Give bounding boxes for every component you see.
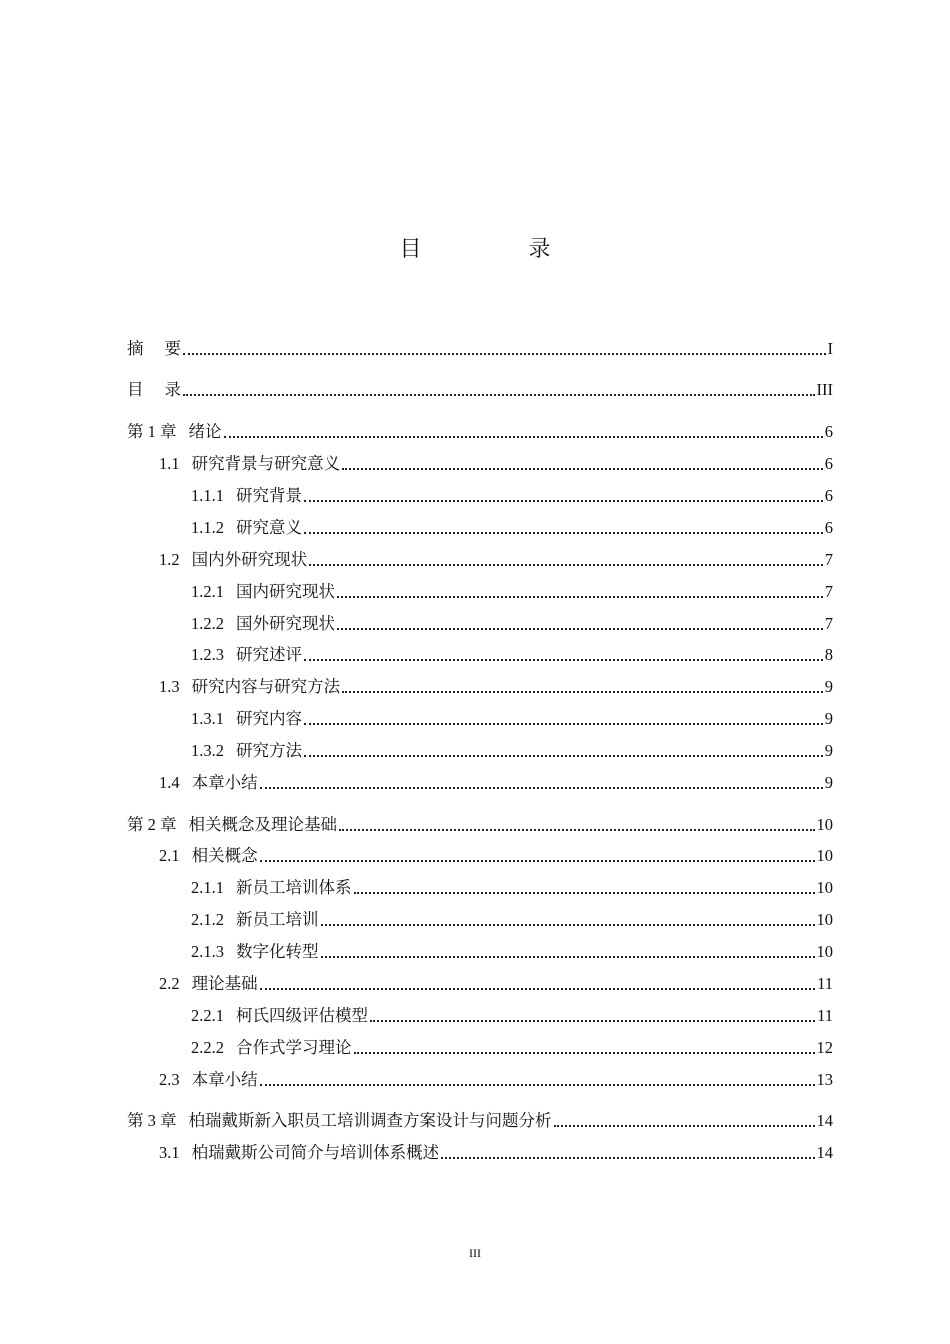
toc-entry[interactable] — [127, 1029, 833, 1059]
toc-entry-number: 第 3 章 — [127, 1111, 177, 1130]
toc-page-number: 7 — [824, 550, 833, 569]
toc-entry-label — [159, 549, 307, 571]
toc-entry-label — [127, 421, 222, 443]
toc-entry-label — [191, 644, 302, 666]
toc-entry-number: 1.3 — [159, 677, 180, 696]
toc-entry[interactable] — [127, 330, 833, 360]
toc-entry-label — [191, 517, 302, 539]
toc-entry-number: 1.4 — [159, 773, 180, 792]
toc-entry-label — [159, 1069, 258, 1091]
toc-entry[interactable] — [127, 445, 833, 475]
dot-leader — [337, 595, 823, 598]
toc-entry[interactable] — [127, 541, 833, 571]
toc-entry[interactable] — [127, 668, 833, 698]
toc-entry-label — [159, 676, 340, 698]
toc-entry-title: 研究述评 — [236, 645, 302, 664]
toc-entry-title: 新员工培训体系 — [236, 878, 352, 897]
toc-entry-title: 摘 要 — [127, 339, 181, 358]
toc-entry-title: 合作式学习理论 — [236, 1038, 352, 1057]
toc-entry-label — [191, 708, 302, 730]
toc-entry-number: 2.3 — [159, 1070, 180, 1089]
toc-entry-number: 第 2 章 — [127, 815, 177, 834]
toc-page-number: 8 — [824, 645, 833, 664]
toc-entry-label — [159, 772, 258, 794]
toc-entry-label — [159, 1142, 439, 1164]
dot-leader — [354, 1051, 815, 1054]
toc-page-number: 9 — [824, 709, 833, 728]
toc-entry-title: 本章小结 — [191, 1070, 258, 1089]
toc-page-number: 12 — [816, 1038, 833, 1057]
dot-leader — [304, 531, 823, 534]
toc-page-number: 14 — [816, 1143, 833, 1162]
toc-page-number: 6 — [824, 454, 833, 473]
dot-leader — [342, 690, 823, 693]
toc-entry[interactable] — [127, 869, 833, 899]
toc-entry-title: 研究背景与研究意义 — [191, 454, 341, 473]
toc-entry-number: 1.3.1 — [191, 709, 224, 728]
toc-entry[interactable] — [127, 477, 833, 507]
toc-entry[interactable] — [127, 806, 833, 836]
toc-entry-title: 国内研究现状 — [236, 582, 335, 601]
toc-entry[interactable] — [127, 605, 833, 635]
dot-leader — [441, 1156, 814, 1159]
toc-entry-label — [191, 581, 335, 603]
toc-page-number: 6 — [824, 486, 833, 505]
toc-entry[interactable] — [127, 413, 833, 443]
toc-entry-number: 2.2 — [159, 974, 180, 993]
toc-entry-number: 2.1.1 — [191, 878, 224, 897]
toc-entry-label — [191, 740, 302, 762]
dot-leader — [224, 435, 823, 438]
toc-entry-number: 1.1 — [159, 454, 180, 473]
toc-entry[interactable] — [127, 837, 833, 867]
toc-entry-number: 2.1.3 — [191, 942, 224, 961]
toc-page-number: 10 — [816, 910, 833, 929]
toc-entry-number: 1.2.1 — [191, 582, 224, 601]
dot-leader — [183, 393, 815, 396]
toc-entry-title: 相关概念 — [191, 846, 258, 865]
toc-entry[interactable] — [127, 371, 833, 401]
toc-entry[interactable] — [127, 1061, 833, 1091]
toc-entry-title: 目 录 — [127, 380, 181, 399]
toc-entry[interactable] — [127, 764, 833, 794]
toc-entry-label — [127, 379, 181, 401]
dot-leader — [304, 754, 823, 757]
toc-entry[interactable] — [127, 509, 833, 539]
toc-entry-label — [127, 1110, 552, 1132]
toc-entry-number: 2.2.2 — [191, 1038, 224, 1057]
toc-entry-title: 研究背景 — [236, 486, 302, 505]
toc-entry-title: 研究意义 — [236, 518, 302, 537]
toc-page-number: 7 — [824, 582, 833, 601]
toc-entry[interactable] — [127, 700, 833, 730]
toc-entry-label — [191, 1005, 368, 1027]
dot-leader — [339, 828, 815, 831]
dot-leader — [370, 1019, 815, 1022]
dot-leader — [304, 722, 823, 725]
toc-page-number: 6 — [824, 422, 833, 441]
dot-leader — [321, 923, 815, 926]
toc-entry-label — [127, 814, 337, 836]
toc-entry-label — [191, 941, 319, 963]
toc-entry-number: 第 1 章 — [127, 422, 177, 441]
toc-entry-number: 2.2.1 — [191, 1006, 224, 1025]
toc-page-number: 10 — [816, 815, 833, 834]
dot-leader — [260, 987, 815, 990]
toc-entry-label — [191, 485, 302, 507]
dot-leader — [183, 352, 826, 355]
toc-entry-label — [191, 613, 335, 635]
toc-entry-title: 柏瑞戴斯公司简介与培训体系概述 — [191, 1143, 440, 1162]
toc-entry-title: 国外研究现状 — [236, 614, 335, 633]
dot-leader — [304, 499, 823, 502]
dot-leader — [354, 891, 815, 894]
toc-page-number: 11 — [817, 1006, 833, 1025]
page-title: 目 录 — [399, 237, 601, 262]
toc-page-number: 13 — [816, 1070, 833, 1089]
toc-entry-number: 1.1.1 — [191, 486, 224, 505]
toc-entry-number: 3.1 — [159, 1143, 180, 1162]
toc-entry-number: 2.1 — [159, 846, 180, 865]
toc-entry-title: 本章小结 — [191, 773, 258, 792]
dot-leader — [260, 859, 815, 862]
toc-entry-title: 研究内容 — [236, 709, 302, 728]
dot-leader — [554, 1124, 815, 1127]
dot-leader — [321, 955, 815, 958]
dot-leader — [304, 658, 823, 661]
page-number: III — [469, 1246, 481, 1260]
toc-entry-title: 柯氏四级评估模型 — [236, 1006, 368, 1025]
toc-page-number: 10 — [816, 942, 833, 961]
toc-entry[interactable] — [127, 933, 833, 963]
toc-entry-title: 研究方法 — [236, 741, 302, 760]
toc-entry[interactable] — [127, 1134, 833, 1164]
toc-entry-title: 国内外研究现状 — [191, 550, 308, 569]
toc-entry[interactable] — [127, 997, 833, 1027]
toc-entry[interactable] — [127, 732, 833, 762]
toc-page-number: 9 — [824, 677, 833, 696]
toc-entry-title: 绪论 — [188, 422, 222, 441]
toc-entry-number: 1.3.2 — [191, 741, 224, 760]
toc-page-number: 9 — [824, 773, 833, 792]
toc-entry-number: 1.2 — [159, 550, 180, 569]
toc-page-number: 9 — [824, 741, 833, 760]
toc-page-number: 6 — [824, 518, 833, 537]
toc-page-number: 14 — [816, 1111, 833, 1130]
toc-page-number: 10 — [816, 846, 833, 865]
toc-entry-label — [159, 973, 258, 995]
toc-entry-number: 1.2.2 — [191, 614, 224, 633]
toc-entry-label — [191, 909, 319, 931]
toc-entry-number: 2.1.2 — [191, 910, 224, 929]
toc-page-number: I — [827, 339, 833, 358]
toc-entry-number: 1.1.2 — [191, 518, 224, 537]
toc-page-number: III — [816, 380, 833, 399]
toc-entry-title: 数字化转型 — [236, 942, 319, 961]
toc-page-number: 11 — [817, 974, 833, 993]
toc-entry-label — [127, 338, 181, 360]
toc-entry[interactable] — [127, 636, 833, 666]
toc-entry-label — [191, 1037, 352, 1059]
toc-page-number: 7 — [824, 614, 833, 633]
toc-entry[interactable] — [127, 573, 833, 603]
toc-entry-title: 研究内容与研究方法 — [191, 677, 341, 696]
toc-entry-label — [159, 845, 258, 867]
dot-leader — [309, 563, 823, 566]
toc-entry[interactable] — [127, 1102, 833, 1132]
toc-page-number: 10 — [816, 878, 833, 897]
toc-entry-label — [159, 453, 340, 475]
toc-entry[interactable] — [127, 965, 833, 995]
dot-leader — [260, 786, 823, 789]
dot-leader — [260, 1083, 815, 1086]
toc-entry-number: 1.2.3 — [191, 645, 224, 664]
toc-entry[interactable] — [127, 901, 833, 931]
toc-entry-title: 理论基础 — [191, 974, 258, 993]
toc-entry-title: 相关概念及理论基础 — [188, 815, 337, 834]
dot-leader — [342, 467, 823, 470]
dot-leader — [337, 627, 823, 630]
toc-entry-title: 新员工培训 — [236, 910, 319, 929]
toc-entry-title: 柏瑞戴斯新入职员工培训调查方案设计与问题分析 — [188, 1111, 552, 1130]
toc-entry-label — [191, 877, 352, 899]
